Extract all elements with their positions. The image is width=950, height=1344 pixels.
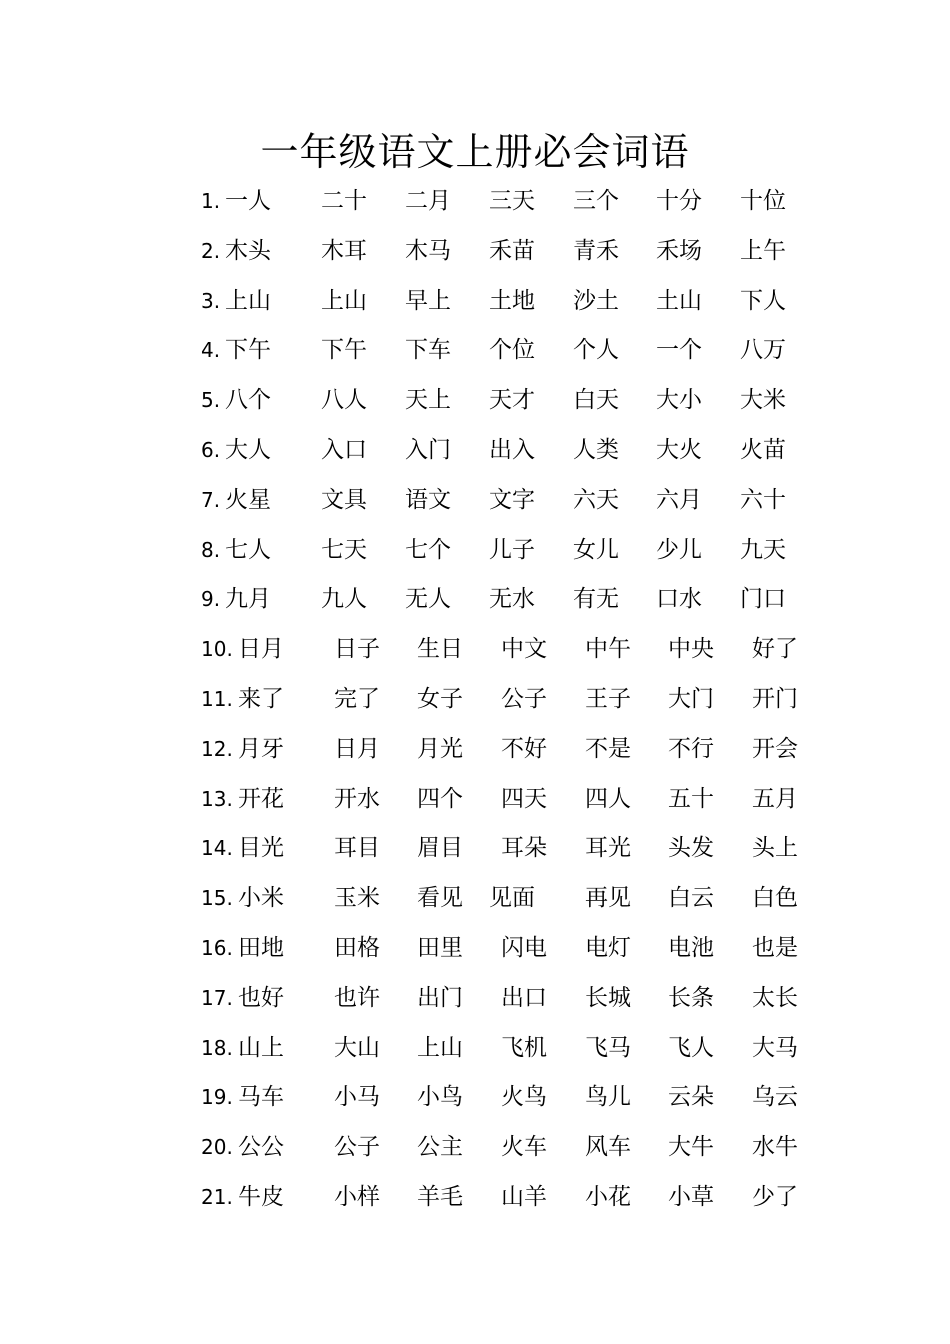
- word-item: 上午: [740, 237, 786, 264]
- word-row: [0, 1177, 950, 1217]
- word-item: 马车: [238, 1084, 284, 1111]
- word-item: 云朵: [668, 1084, 714, 1111]
- word-item: 中午: [585, 636, 631, 663]
- row-number: 10.: [201, 637, 233, 662]
- word-item: 目光: [238, 835, 284, 862]
- word-item: 耳光: [585, 835, 631, 862]
- word-item: 好了: [752, 636, 798, 663]
- word-row: [0, 579, 950, 619]
- word-row: [0, 878, 950, 918]
- row-number: 8.: [201, 537, 221, 562]
- row-number: 17.: [201, 985, 233, 1010]
- word-item: 水牛: [752, 1134, 798, 1161]
- word-item: 中央: [668, 636, 714, 663]
- word-item: 人类: [573, 437, 619, 463]
- word-item: 十分: [656, 188, 702, 214]
- word-item: 文具: [321, 486, 367, 513]
- word-item: 山羊: [501, 1184, 547, 1210]
- word-row: [0, 380, 950, 420]
- word-item: 日子: [334, 636, 380, 663]
- word-item: 火鸟: [501, 1084, 547, 1111]
- word-item: 不是: [585, 735, 631, 762]
- word-item: 出门: [417, 984, 463, 1011]
- word-item: 个人: [573, 337, 619, 364]
- word-item: 开花: [238, 785, 284, 812]
- word-item: 无人: [405, 586, 451, 613]
- word-item: 月光: [417, 735, 463, 762]
- word-item: 王子: [585, 686, 631, 712]
- word-item: 大小: [656, 387, 702, 414]
- word-item: 长条: [668, 984, 714, 1011]
- document-title: 一年级语文上册必会词语: [260, 130, 690, 174]
- word-item: 天上: [405, 387, 451, 414]
- word-row: [0, 629, 950, 669]
- word-item: 大米: [740, 387, 786, 414]
- word-item: 九天: [740, 536, 786, 563]
- word-item: 一个: [656, 337, 702, 364]
- word-item: 田地: [238, 935, 284, 961]
- word-item: 生日: [417, 636, 463, 663]
- word-item: 完了: [334, 686, 380, 712]
- word-item: 下车: [405, 337, 451, 364]
- word-item: 飞人: [668, 1034, 714, 1061]
- word-item: 木头: [225, 237, 271, 264]
- row-number: 14.: [201, 836, 233, 861]
- word-item: 不行: [668, 735, 714, 762]
- word-item: 出入: [489, 437, 535, 463]
- word-item: 耳朵: [501, 835, 547, 862]
- word-row: [0, 1127, 950, 1167]
- word-item: 开水: [334, 785, 380, 812]
- word-item: 女子: [417, 686, 463, 712]
- word-item: 火星: [225, 486, 271, 513]
- word-item: 头发: [668, 835, 714, 862]
- word-item: 再见: [585, 885, 631, 912]
- row-number: 19.: [201, 1085, 233, 1110]
- word-item: 下人: [740, 287, 786, 314]
- word-item: 小鸟: [417, 1084, 463, 1111]
- word-item: 禾场: [656, 237, 702, 264]
- word-item: 开会: [752, 735, 798, 762]
- row-number: 18.: [201, 1035, 233, 1060]
- word-item: 风车: [585, 1134, 631, 1161]
- row-number: 15.: [201, 886, 233, 911]
- word-item: 无水: [489, 586, 535, 613]
- row-number: 20.: [201, 1135, 233, 1160]
- word-item: 语文: [405, 486, 451, 513]
- word-row: [0, 978, 950, 1018]
- word-item: 火苗: [740, 437, 786, 463]
- row-number: 12.: [201, 736, 233, 761]
- word-item: 下午: [225, 337, 271, 364]
- word-item: 白色: [752, 885, 798, 912]
- word-item: 太长: [752, 984, 798, 1011]
- word-item: 七个: [405, 536, 451, 563]
- word-item: 头上: [752, 835, 798, 862]
- word-item: 小草: [668, 1184, 714, 1210]
- row-number: 4.: [201, 338, 221, 363]
- word-item: 公子: [501, 686, 547, 712]
- word-item: 山上: [238, 1034, 284, 1061]
- row-number: 7.: [201, 487, 221, 512]
- word-item: 少儿: [656, 536, 702, 563]
- word-item: 日月: [238, 636, 284, 663]
- word-item: 鸟儿: [585, 1084, 631, 1111]
- word-item: 四天: [501, 785, 547, 812]
- word-item: 土地: [489, 287, 535, 314]
- word-item: 六月: [656, 486, 702, 513]
- word-item: 看见: [417, 885, 463, 912]
- word-item: 木马: [405, 237, 451, 264]
- word-row: [0, 679, 950, 719]
- word-item: 中文: [501, 636, 547, 663]
- word-item: 六天: [573, 486, 619, 513]
- word-item: 个位: [489, 337, 535, 364]
- word-item: 九人: [321, 586, 367, 613]
- row-number: 5.: [201, 388, 221, 413]
- word-item: 小花: [585, 1184, 631, 1210]
- word-item: 女儿: [573, 536, 619, 563]
- word-item: 羊毛: [417, 1184, 463, 1210]
- row-number: 6.: [201, 438, 221, 462]
- word-item: 天才: [489, 387, 535, 414]
- word-item: 眉目: [417, 835, 463, 862]
- word-row: [0, 828, 950, 868]
- word-item: 四人: [585, 785, 631, 812]
- word-item: 四个: [417, 785, 463, 812]
- word-item: 闪电: [501, 935, 547, 961]
- word-item: 二月: [405, 188, 451, 214]
- word-item: 九月: [225, 586, 271, 613]
- word-item: 也好: [238, 984, 284, 1011]
- word-item: 飞机: [501, 1034, 547, 1061]
- row-number: 1.: [201, 189, 221, 213]
- word-item: 早上: [405, 287, 451, 314]
- word-item: 少了: [752, 1184, 798, 1210]
- word-item: 儿子: [489, 536, 535, 563]
- word-item: 公公: [238, 1134, 284, 1161]
- word-item: 门口: [740, 586, 786, 613]
- word-row: [0, 530, 950, 570]
- word-item: 日月: [334, 735, 380, 762]
- word-item: 青禾: [573, 237, 619, 264]
- word-item: 出口: [501, 984, 547, 1011]
- word-item: 六十: [740, 486, 786, 513]
- word-item: 大人: [225, 437, 271, 463]
- word-item: 玉米: [334, 885, 380, 912]
- word-item: 飞马: [585, 1034, 631, 1061]
- word-item: 入门: [405, 437, 451, 463]
- word-row: [0, 480, 950, 520]
- word-item: 八个: [225, 387, 271, 414]
- word-item: 木耳: [321, 237, 367, 264]
- word-item: 三个: [573, 188, 619, 214]
- word-item: 大马: [752, 1034, 798, 1061]
- word-item: 白天: [573, 387, 619, 414]
- word-item: 二十: [321, 188, 367, 214]
- word-item: 土山: [656, 287, 702, 314]
- word-row: [0, 1028, 950, 1068]
- row-number: 9.: [201, 587, 221, 612]
- word-item: 七天: [321, 536, 367, 563]
- word-item: 小马: [334, 1084, 380, 1111]
- word-item: 三天: [489, 188, 535, 214]
- word-item: 公主: [417, 1134, 463, 1161]
- word-item: 不好: [501, 735, 547, 762]
- row-number: 2.: [201, 238, 221, 263]
- word-item: 火车: [501, 1134, 547, 1161]
- word-item: 入口: [321, 437, 367, 463]
- word-item: 月牙: [238, 735, 284, 762]
- word-item: 公子: [334, 1134, 380, 1161]
- word-row: [0, 779, 950, 819]
- word-row: [0, 181, 950, 221]
- word-item: 耳目: [334, 835, 380, 862]
- word-item: 小米: [238, 885, 284, 912]
- word-item: 电池: [668, 935, 714, 961]
- word-item: 也许: [334, 984, 380, 1011]
- word-item: 沙土: [573, 287, 619, 314]
- word-item: 七人: [225, 536, 271, 563]
- word-item: 小样: [334, 1184, 380, 1210]
- row-number: 21.: [201, 1185, 233, 1209]
- word-item: 来了: [238, 686, 284, 712]
- word-item: 开门: [752, 686, 798, 712]
- word-row: [0, 330, 950, 370]
- word-item: 大牛: [668, 1134, 714, 1161]
- row-number: 3.: [201, 288, 221, 313]
- word-item: 禾苗: [489, 237, 535, 264]
- word-item: 文字: [489, 486, 535, 513]
- word-item: 白云: [668, 885, 714, 912]
- word-item: 长城: [585, 984, 631, 1011]
- row-number: 13.: [201, 786, 233, 811]
- word-item: 下午: [321, 337, 367, 364]
- word-item: 口水: [656, 586, 702, 613]
- word-item: 十位: [740, 188, 786, 214]
- word-item: 五十: [668, 785, 714, 812]
- word-item: 田格: [334, 935, 380, 961]
- word-item: 电灯: [585, 935, 631, 961]
- word-item: 大山: [334, 1034, 380, 1061]
- word-item: 八万: [740, 337, 786, 364]
- word-item: 牛皮: [238, 1184, 284, 1210]
- word-item: 八人: [321, 387, 367, 414]
- word-row: [0, 430, 950, 470]
- word-row: [0, 928, 950, 968]
- word-item: 大火: [656, 437, 702, 463]
- word-item: 大门: [668, 686, 714, 712]
- word-row: [0, 231, 950, 271]
- word-item: 上山: [321, 287, 367, 314]
- word-item: 一人: [225, 188, 271, 214]
- word-item: 五月: [752, 785, 798, 812]
- word-item: 田里: [417, 935, 463, 961]
- word-item: 也是: [752, 935, 798, 961]
- word-item: 上山: [417, 1034, 463, 1061]
- word-item: 见面: [489, 885, 535, 912]
- word-row: [0, 281, 950, 321]
- row-number: 16.: [201, 936, 233, 960]
- word-row: [0, 729, 950, 769]
- word-item: 乌云: [752, 1084, 798, 1111]
- word-row: [0, 1077, 950, 1117]
- word-item: 有无: [573, 586, 619, 613]
- row-number: 11.: [201, 687, 233, 711]
- word-item: 上山: [225, 287, 271, 314]
